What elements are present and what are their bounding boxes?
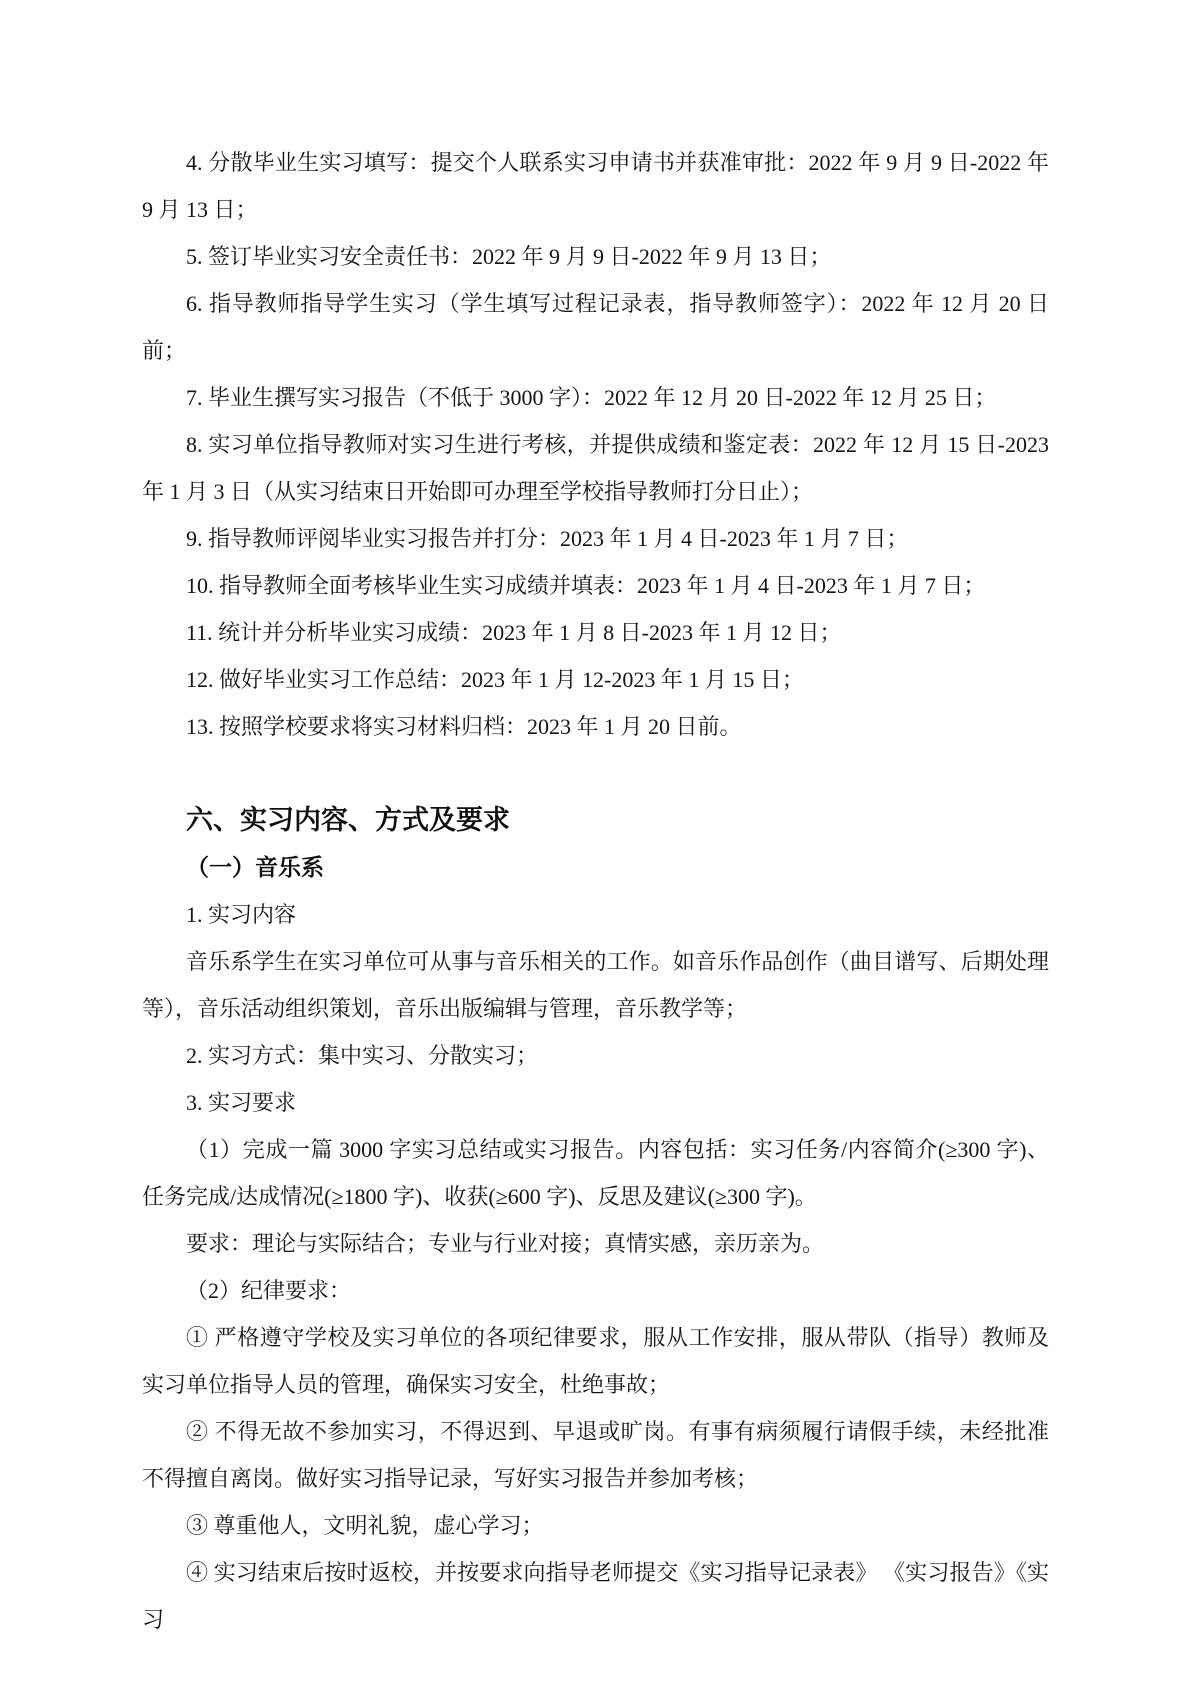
discipline-item-3: ③ 尊重他人，文明礼貌，虚心学习；: [186, 1513, 544, 1538]
section-heading: 六、实习内容、方式及要求: [186, 805, 510, 835]
requirement-summary-paragraph: 要求：理论与实际结合；专业与行业对接；真情实感，亲历亲为。: [186, 1231, 825, 1256]
music-dept-method-paragraph: 2. 实习方式：集中实习、分散实习；: [186, 1043, 539, 1068]
music-dept-content-paragraph: 音乐系学生在实习单位可从事与音乐相关的工作。如音乐作品创作（曲目谱写、后期处理等），音乐活动组织策划，音乐出版编辑与管理，音乐教学等；: [142, 949, 1049, 1021]
schedule-item-12: 12. 做好毕业实习工作总结：2023 年 1 月 12-2023 年 1 月 15 日；: [186, 667, 804, 692]
schedule-item-5: 5. 签订毕业实习安全责任书：2022 年 9 月 9 日-2022 年 9 月 13 日；: [186, 244, 832, 269]
schedule-item-10: 10. 指导教师全面考核毕业生实习成绩并填表：2023 年 1 月 4 日-2023 年 1 月 7 日；: [186, 573, 986, 598]
schedule-item-11: 11. 统计并分析毕业实习成绩：2023 年 1 月 8 日-2023 年 1 月 12 日；: [186, 620, 842, 645]
music-dept-content-title: 1. 实习内容: [186, 902, 297, 927]
subsection-heading-music-dept: （一）音乐系: [186, 854, 324, 880]
schedule-item-13: 13. 按照学校要求将实习材料归档：2023 年 1 月 20 日前。: [186, 714, 742, 739]
schedule-item-9: 9. 指导教师评阅毕业实习报告并打分：2023 年 1 月 4 日-2023 年 1 月 7 日；: [186, 526, 909, 551]
discipline-item-4: ④ 实习结束后按时返校，并按要求向指导老师提交《实习指导记录表》 《实习报告》《实习: [142, 1560, 1049, 1632]
discipline-item-2: ② 不得无故不参加实习，不得迟到、早退或旷岗。有事有病须履行请假手续，未经批准不得擅自离岗。做好实习指导记录，写好实习报告并参加考核；: [142, 1419, 1049, 1491]
requirement-report-paragraph: （1）完成一篇 3000 字实习总结或实习报告。内容包括：实习任务/内容简介(≥300 字)、任务完成/达成情况(≥1800 字)、收获(≥600 字)、反思及建议(≥300 字)。: [142, 1137, 1049, 1209]
music-dept-requirements-title: 3. 实习要求: [186, 1090, 297, 1115]
schedule-item-6: 6. 指导教师指导学生实习（学生填写过程记录表，指导教师签字）：2022 年 12 月 20 日前；: [142, 291, 1049, 363]
schedule-item-7: 7. 毕业生撰写实习报告（不低于 3000 字）：2022 年 12 月 20 日-2022 年 12 月 25 日；: [186, 385, 997, 410]
discipline-item-1: ① 严格遵守学校及实习单位的各项纪律要求，服从工作安排，服从带队（指导）教师及实习单位指导人员的管理，确保实习安全，杜绝事故；: [142, 1325, 1049, 1397]
discipline-requirements-title: （2）纪律要求：: [186, 1278, 352, 1303]
schedule-item-4: 4. 分散毕业生实习填写：提交个人联系实习申请书并获准审批：2022 年 9 月 9 日-2022 年 9 月 13 日；: [142, 150, 1049, 222]
schedule-item-8: 8. 实习单位指导教师对实习生进行考核，并提供成绩和鉴定表：2022 年 12 月 15 日-2023 年 1 月 3 日（从实习结束日开始即可办理至学校指导教师打分日止）；: [142, 432, 1049, 504]
